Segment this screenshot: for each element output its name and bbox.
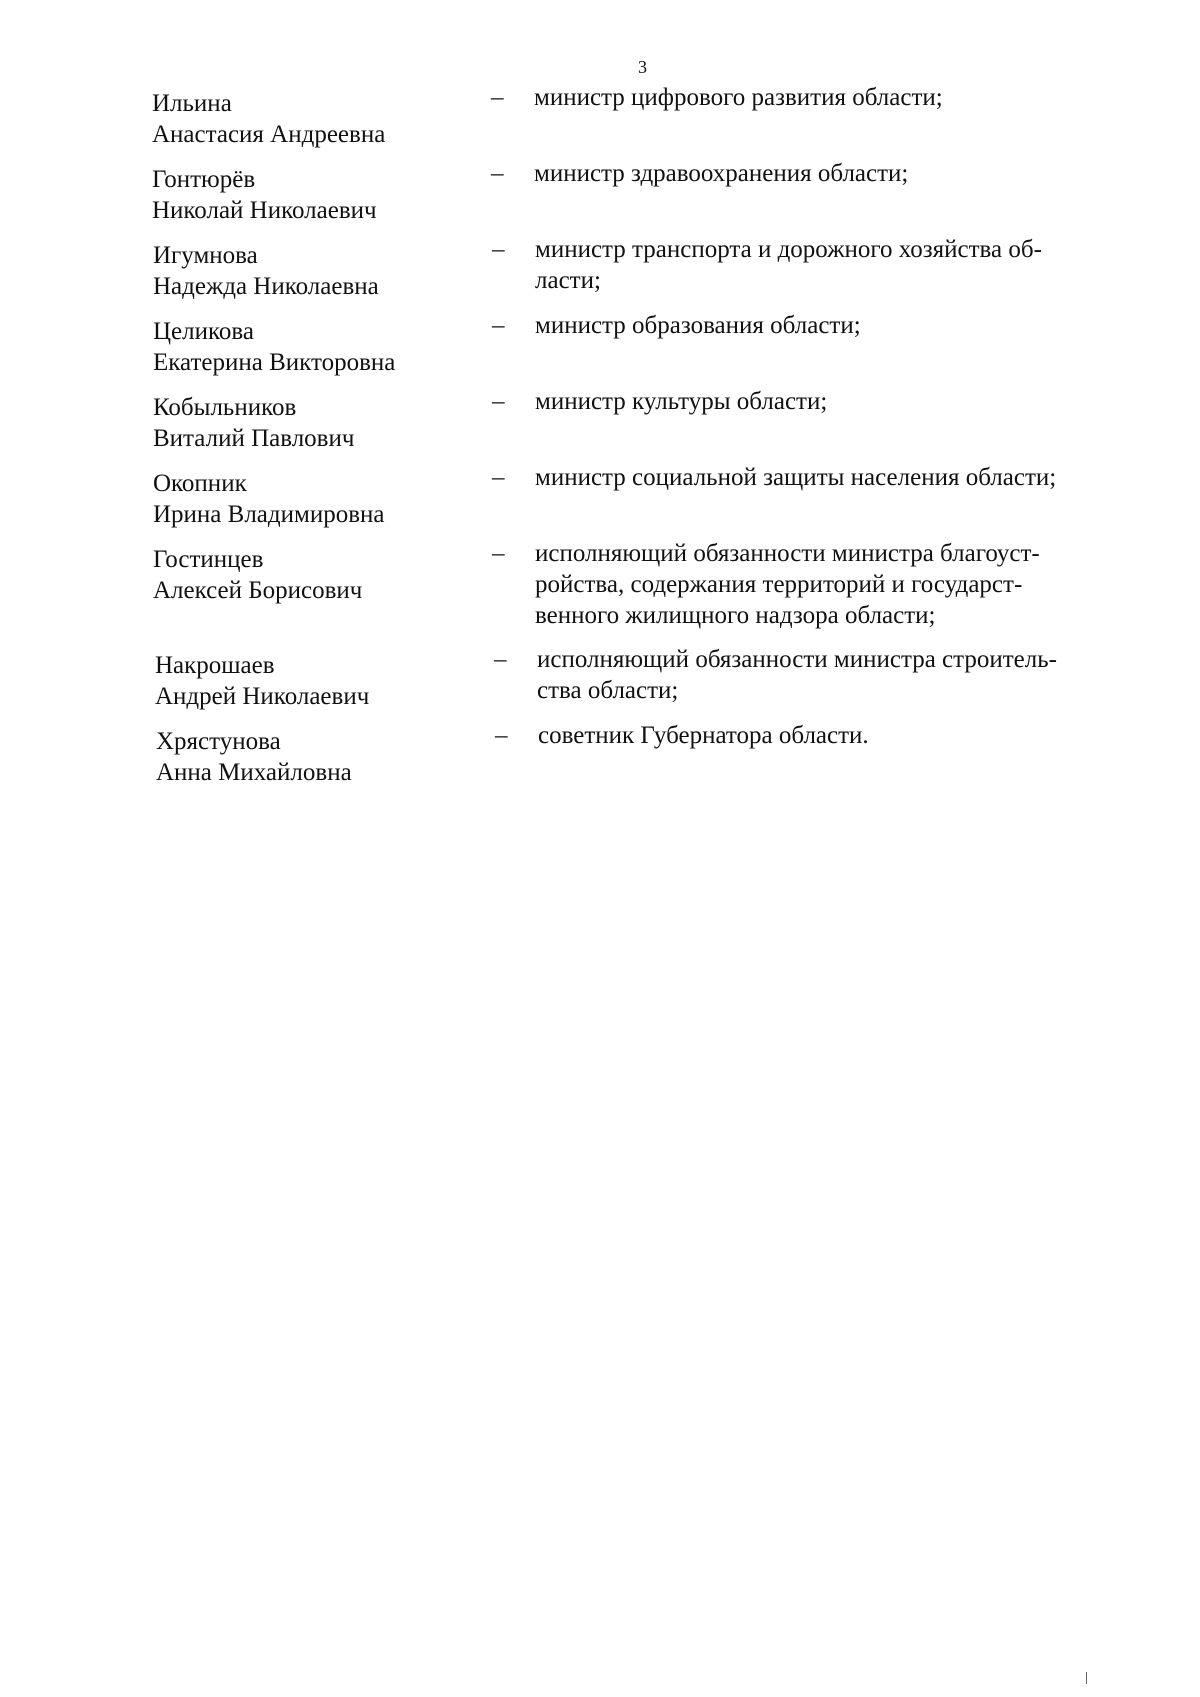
person-surname: Целикова <box>153 318 254 345</box>
page-number: 3 <box>638 57 647 77</box>
dash-separator: – <box>491 160 504 187</box>
person-position <box>537 644 1137 706</box>
person-surname: Гостинцев <box>153 546 264 573</box>
person-given-names: Ирина Владимировна <box>153 501 385 528</box>
dash-separator: – <box>492 388 505 415</box>
person-name <box>156 726 486 788</box>
person-surname: Игумнова <box>153 242 258 269</box>
person-surname: Гонтюрёв <box>152 166 256 193</box>
person-position <box>535 462 1135 493</box>
position-line: министр здравоохранения области; <box>534 160 909 187</box>
person-surname: Кобыльников <box>153 394 297 421</box>
dash-separator: – <box>495 722 508 749</box>
position-line: министр образования области; <box>535 312 861 339</box>
person-given-names: Екатерина Викторовна <box>153 349 396 376</box>
dash-separator: – <box>491 84 504 111</box>
person-surname: Хрястунова <box>156 728 281 755</box>
person-given-names: Андрей Николаевич <box>155 683 370 710</box>
person-name <box>153 316 483 378</box>
person-given-names: Виталий Павлович <box>153 425 355 452</box>
person-position <box>535 386 1135 417</box>
position-line: исполняющий обязанности министра благоуст- <box>535 540 1040 567</box>
position-line: исполняющий обязанности министра строитель- <box>537 646 1057 673</box>
position-line: венного жилищного надзора области; <box>535 602 936 629</box>
dash-separator: – <box>494 646 507 673</box>
person-name <box>153 544 483 606</box>
person-name <box>153 468 483 530</box>
dash-separator: – <box>492 540 505 567</box>
person-surname: Ильина <box>152 90 232 117</box>
person-name <box>153 392 483 454</box>
person-name <box>152 164 482 226</box>
person-given-names: Анастасия Андреевна <box>152 121 386 148</box>
position-line: советник Губернатора области. <box>538 722 869 749</box>
person-given-names: Алексей Борисович <box>153 577 363 604</box>
position-line: ройства, содержания территорий и государст- <box>535 571 1023 598</box>
person-position <box>534 82 1134 113</box>
person-surname: Накрошаев <box>155 652 275 679</box>
person-given-names: Николай Николаевич <box>152 197 377 224</box>
position-line: министр культуры области; <box>535 388 828 415</box>
person-position <box>535 310 1135 341</box>
position-line: ства области; <box>537 677 679 704</box>
scan-mark <box>1086 1672 1087 1684</box>
dash-separator: – <box>492 236 505 263</box>
person-given-names: Анна Михайловна <box>156 759 352 786</box>
person-name <box>153 240 483 302</box>
person-surname: Окопник <box>153 470 247 497</box>
position-line: министр цифрового развития области; <box>534 84 943 111</box>
person-name <box>152 88 482 150</box>
dash-separator: – <box>492 312 505 339</box>
person-position <box>534 158 1134 189</box>
dash-separator: – <box>492 464 505 491</box>
person-position <box>535 234 1135 296</box>
person-given-names: Надежда Николаевна <box>153 273 379 300</box>
person-position <box>535 538 1135 631</box>
person-name <box>155 650 485 712</box>
position-line: министр транспорта и дорожного хозяйства об- <box>535 236 1042 263</box>
person-position <box>538 720 1138 751</box>
position-line: министр социальной защиты населения области; <box>535 464 1057 491</box>
position-line: ласти; <box>535 267 601 294</box>
